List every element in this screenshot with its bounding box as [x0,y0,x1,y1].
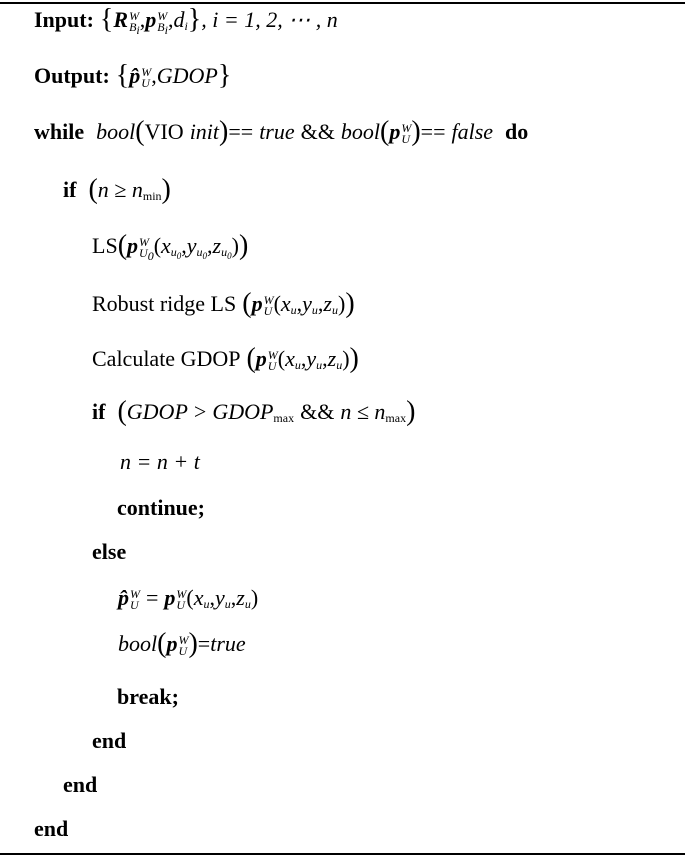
gdop-line: Calculate GDOP ( p W U ( x u , y u , z u ) ) [92,343,359,374]
input-line: Input: { R W Bi , p W Bi , d i } , i = 1, 2, ⋯ , n [34,4,338,37]
robust-label: Robust ridge LS [92,291,237,316]
continue-keyword: continue; [117,495,205,520]
gdop-label: Calculate GDOP [92,346,241,371]
else-keyword: else [92,539,127,564]
bool-func-2: bool [340,119,380,144]
output-label: Output: [34,63,110,88]
bool-func: bool [96,119,136,144]
end-keyword-3: end [34,816,69,841]
end-keyword-1: end [92,728,127,753]
if2-n: n ≤ n [340,399,386,424]
vio-text: VIO [144,119,184,144]
if1-condition: n ≥ n [97,177,143,202]
robust-line: Robust ridge LS ( p W U ( x u , y u , z u ) ) [92,288,355,319]
end-line-3 [34,815,68,843]
assign-p-line: p̂ W U = p W U ( x u , y u , z u ) [118,585,259,612]
if2-gt: > [193,399,207,424]
ls-line: LS ( p W U0 ( x $u_0$ , y $u_0$ , z $u_0$ ) ) [92,230,249,263]
if-keyword-2: if [92,399,106,424]
input-expr-rest: , i = 1, 2, ⋯ , n [201,7,338,32]
end-line-2 [63,771,97,799]
end-keyword-2: end [63,772,98,797]
while-line: while bool ( VIO init ) == true && bool ( p W U ) == false do [34,116,529,147]
if-keyword-1: if [63,177,77,202]
true-literal: true [259,119,295,144]
output-line: Output: { p̂ W U , GDOP } [34,60,232,91]
set-bool-line: bool ( p W U ) = true [118,628,246,659]
if-line-2: if ( GDOP > GDOP max && n ≤ n max ) [92,398,415,426]
if2-max-sub: max [273,411,295,425]
output-expr-rest: GDOP [156,63,218,88]
do-keyword: do [505,119,529,144]
and-op: && [300,119,335,144]
eq-op-2: == [420,119,446,144]
else-line [92,538,126,566]
end-line-1 [92,727,126,755]
while-keyword: while [34,119,85,144]
eq-op: == [228,119,254,144]
if2-gdop: GDOP [126,399,188,424]
if2-nmax-sub: max [385,411,407,425]
if2-gdopmax: GDOP [212,399,274,424]
ls-label: LS [92,233,118,258]
break-keyword: break; [117,684,179,709]
set-bool-true: true [210,631,246,656]
break-line [117,683,179,711]
false-literal: false [451,119,494,144]
init-text: init [189,119,220,144]
if2-and: && [300,399,335,424]
bottom-rule [0,853,685,855]
assign-n-line [120,448,200,476]
if1-condition-sub: min [142,189,162,203]
input-label: Input: [34,7,94,32]
continue-line [117,494,205,522]
assign-n: n = n + t [120,449,200,474]
if-line-1: if ( n ≥ n min ) [63,176,171,204]
